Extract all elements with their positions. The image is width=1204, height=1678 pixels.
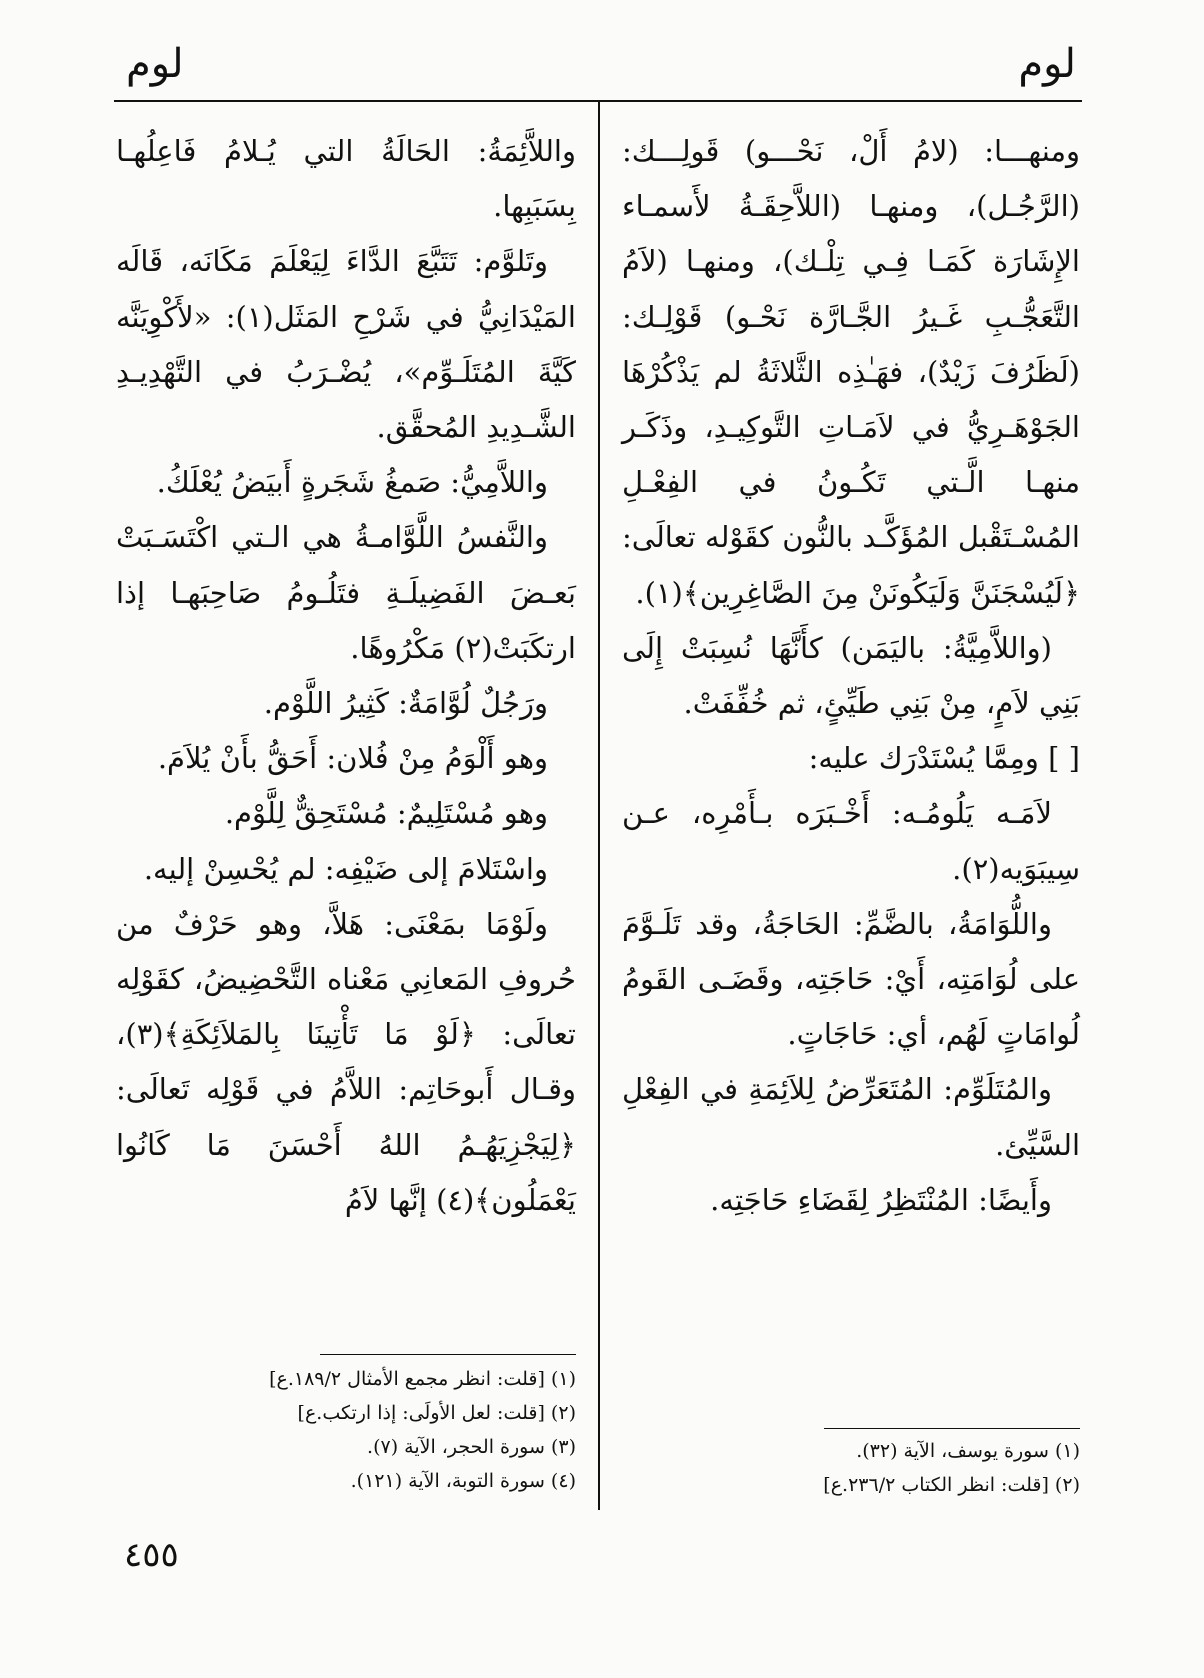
footnote: (١) [قلت: انظر مجمع الأمثال ١٨٩/٢.ع] <box>269 1368 576 1390</box>
paragraph: وأَيضًا: المُنْتَظِرُ لِقَضَاءِ حَاجَتِه. <box>710 1182 1052 1217</box>
column-divider <box>598 102 600 1510</box>
paragraph: واللاَّمِيُّ: صَمغُ شَجَرةٍ أَبيَضُ يُعْلَكُ. <box>156 465 548 500</box>
paragraph: لاَمَـه يَلُومُـه: أَخْـبَرَه بـأَمْرِه، عـن سِيبَوَيه(٢). <box>622 796 1080 886</box>
footnote-rule-left <box>320 1354 576 1355</box>
paragraph: والنَّفسُ اللَّوَّامـةُ هي الـتي اكْتَسَـبَتْ بَعـضَ الفَضِيلَـةِ فتَلُـومُ صَاحِبَهـا إذا ارتكَبَتْ(٢) مَكْرُوهًا. <box>116 520 576 665</box>
left-column <box>116 124 576 1228</box>
paragraph: والمُتَلَوِّم: المُتَعَرِّضُ لِلاَئِمَةِ في الفِعْلِ السَّيِّئ. <box>622 1072 1080 1162</box>
paragraph: وتَلوَّم: تَتَبَّعَ الدَّاءَ لِيَعْلَمَ مَكَانَه، قَالَه المَيْدَانِيُّ في شَرْحِ المَثَل(١): «لأَكْوِيَنَّه كَيَّةَ المُتَلَـوِّم»، يُضْـرَبُ في التَّهْدِيـدِ الشَّـدِيدِ المُحقَّق. <box>116 244 576 445</box>
running-header-right: لوم <box>1018 41 1076 87</box>
footnote: (٣) سورة الحجر، الآية (٧). <box>367 1436 576 1458</box>
paragraph: واللاَّئِمَةُ: الحَالَةُ التي يُـلامُ فَاعِلُهـا بِسَبَبِها. <box>116 134 576 224</box>
paragraph: ومنهـــا: (لامُ أَلْ، نَحْـــو) قَولِـــك: (الرَّجُـل)، ومنهـا (اللاَّحِقَـةُ لأَسمـاء الإِشَارَة كَمَـا فِـي تِلْـك)، ومنهـا (لاَمُ التَّعَجُّـبِ غَـيرُ الجَّـارَّة نَحْـو) قَوْلِـك: (لَظَرُفَ زَيْدٌ)، فهَـٰذِه الثَّلاثَةُ لم يَذْكُرْهَا الجَوْهَـرِيُّ في لاَمَـاتِ التَّوكِيـدِ، وذَكَـر منهـا الَّـتي تَكُـونُ في الفِعْـلِ المُسْـتَقْبل المُؤَكَّـد بالنُّون كقَوْله تعالَى: ﴿لَيُسْجَنَنَّ وَلَيَكُونَنْ مِنَ الصَّاغِرِين﴾(١). <box>622 134 1080 610</box>
footnote: (١) سورة يوسف، الآية (٣٢). <box>856 1440 1080 1462</box>
footnote: (٢) [قلت: لعل الأولَى: إذا ارتكب.ع] <box>297 1402 576 1424</box>
paragraph: واللُّوَامَةُ، بالضَّمِّ: الحَاجَةُ، وقد تَلَـوَّمَ على لُوَامَتِه، أَيْ: حَاجَتِه، وقَضَـى القَومُ لُوامَاتٍ لَهُم، أي: حَاجَاتٍ. <box>622 906 1080 1052</box>
paragraph: وهو مُسْتَلِيمٌ: مُسْتَحِقٌّ لِلَّوْم. <box>224 796 548 831</box>
paragraph: واسْتَلامَ إلى ضَيْفِه: لم يُحْسِنْ إليه. <box>143 851 548 886</box>
footnotes-right <box>622 1434 1080 1502</box>
paragraph: ورَجُلٌ لُوَّامَةٌ: كَثِيرُ اللَّوْم. <box>263 686 548 721</box>
footnote: (٤) سورة التوبة، الآية (١٢١). <box>350 1470 576 1492</box>
running-header-left: لوم <box>126 41 184 87</box>
paragraph: وهو أَلْوَمُ مِنْ فُلان: أَحَقُّ بأَنْ يُلاَمَ. <box>157 741 548 776</box>
footnote: (٢) [قلت: انظر الكتاب ٢٣٦/٢.ع] <box>823 1474 1080 1496</box>
right-column <box>622 124 1080 1228</box>
footnotes-left <box>116 1362 576 1498</box>
paragraph: [ ] ومِمَّا يُسْتَدْرَك عليه: <box>808 741 1080 776</box>
paragraph: ولَوْمَا بمَعْنَى: هَلاَّ، وهو حَرْفٌ من حُروفِ المَعانِي مَعْناه التَّحْضِيضُ، كقَوْلِه تعالَى: ﴿لَوْ مَا تَأْتِينَا بِالمَلاَئِكَةِ﴾(٣)، وقـال أَبوحَاتِم: اللاَّمُ في قَوْلِه تَعالَى: ﴿لِيَجْزِيَهُـمُ اللهُ أَحْسَنَ مَا كَانُوا يَعْمَلُون﴾(٤) إنَّها لاَمُ <box>116 906 576 1217</box>
footnote-rule-right <box>824 1428 1080 1429</box>
paragraph: (واللاَّمِيَّةُ: باليَمَن) كأَنَّهَا نُسِبَتْ إِلَى بَنِي لاَمٍ، مِنْ بَنِي طَيِّئٍ، ثم خُفِّفَتْ. <box>622 630 1080 721</box>
page-number: ٤٥٥ <box>124 1535 179 1575</box>
